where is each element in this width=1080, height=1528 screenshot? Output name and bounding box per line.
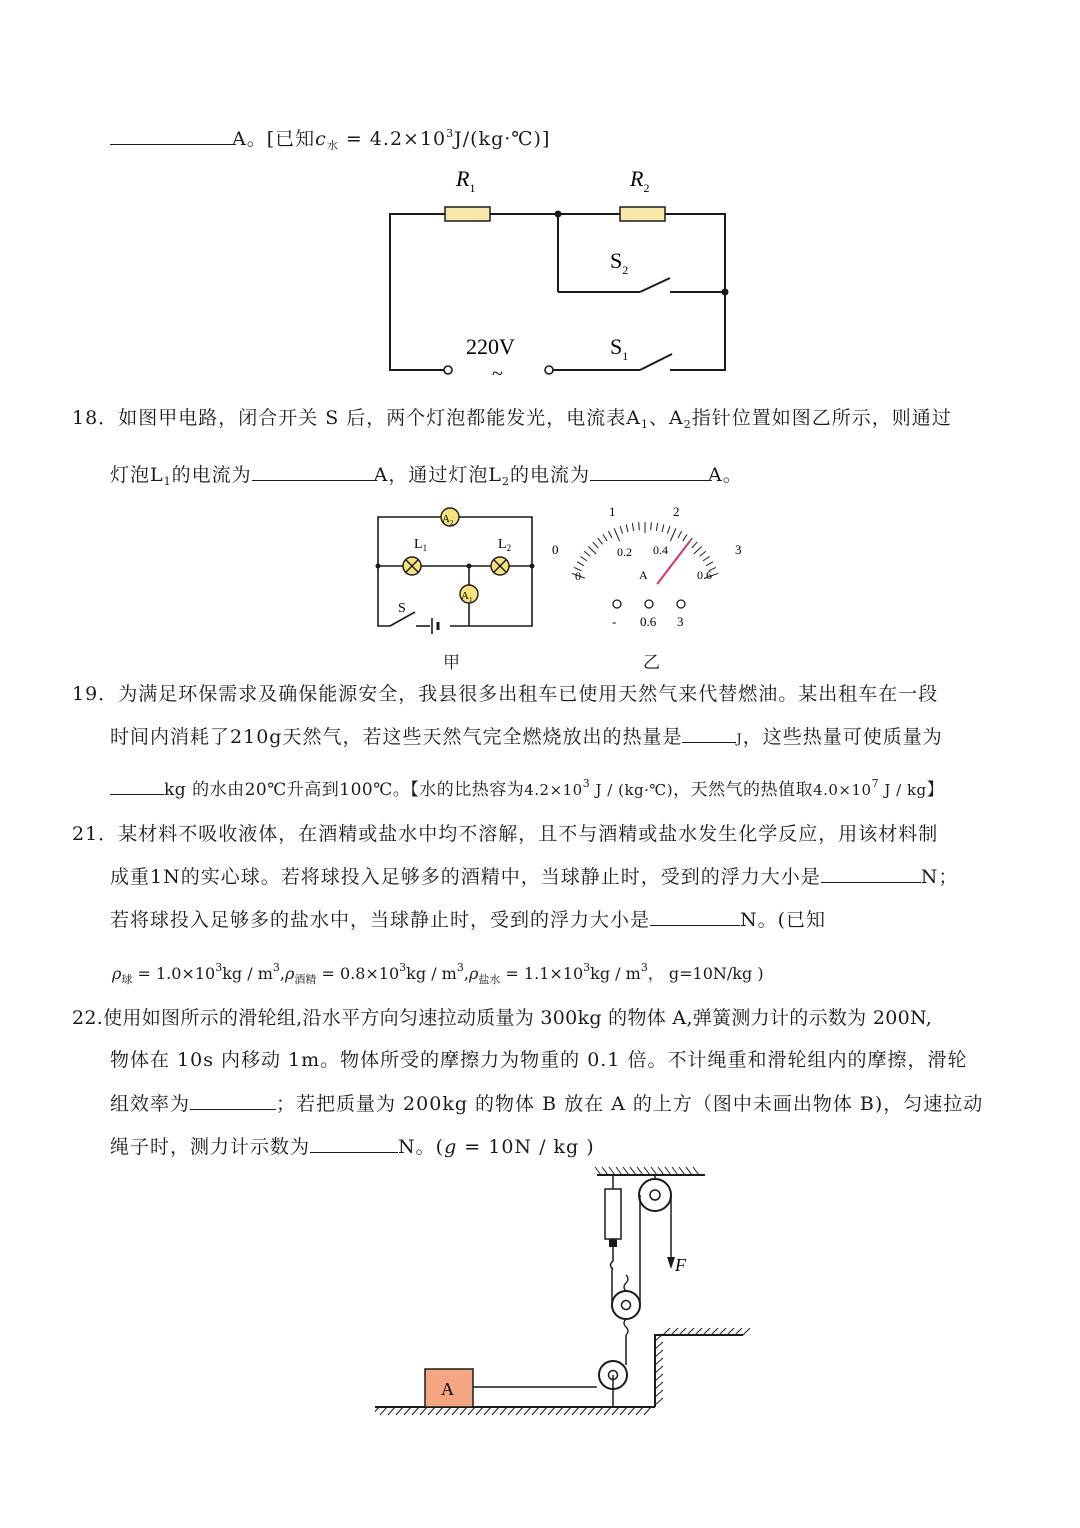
q22-line-1: 22.使用如图所示的滑轮组,沿水平方向匀速拉动质量为 300kg 的物体 A,弹簧测力计的示数为 200N, <box>72 1007 933 1029</box>
hatch-mark <box>695 1328 702 1335</box>
label-r2: $R_2$ <box>630 166 650 195</box>
force-arrow <box>667 1257 675 1269</box>
lamp-l1 <box>403 557 421 575</box>
step-wall <box>655 1335 743 1407</box>
q22-answer-blank-force[interactable] <box>310 1134 398 1153</box>
q22-line-2: 物体在 10s 内移动 1m。物体所受的摩擦力为物重的 0.1 倍。不计绳重和滑轮组内的摩擦，滑轮 <box>110 1049 968 1071</box>
label-s2: $S_2$ <box>610 248 629 277</box>
resistor-r2 <box>620 207 665 221</box>
q21-line-1: 21．某材料不吸收液体，在酒精或盐水中均不溶解，且不与酒精或盐水发生化学反应，用该材料制 <box>72 823 939 845</box>
dial-tick <box>620 526 623 534</box>
q22-line-4: 绳子时，测力计示数为 N。(g = 10N / kg ) <box>110 1136 595 1158</box>
circuit-diagram-jia <box>370 500 540 638</box>
dial-tick <box>694 546 702 554</box>
hatch-mark <box>508 1407 515 1415</box>
hatch-mark <box>672 1167 678 1175</box>
q18-line-2: 灯泡$L_1$的电流为 A，通过灯泡$L_2$的电流为 A。 <box>110 464 743 488</box>
terminal-right <box>545 366 553 374</box>
hatch-mark <box>743 1328 750 1335</box>
q19-answer-blank-heat[interactable] <box>682 724 736 743</box>
dial-tick <box>593 542 598 548</box>
hatch-mark <box>644 1407 651 1415</box>
hatch-mark <box>604 1407 611 1415</box>
label-source-voltage: 220V <box>466 334 515 359</box>
dial-tick <box>608 531 612 538</box>
terminal-negative[interactable] <box>613 600 621 608</box>
junction-node <box>530 564 535 569</box>
hatch-mark <box>588 1407 595 1415</box>
hatch-mark <box>492 1407 499 1415</box>
hatch-mark <box>380 1407 387 1415</box>
dial-tick <box>651 522 652 530</box>
dial-tick <box>632 523 633 531</box>
hatch-mark <box>420 1407 427 1415</box>
q21-density-line: $\rho_球 = 1.0\times 10^3kg / m^3,\rho_{酒精} = 0.8\times 10^3kg / m^3,\rho_{盐水} = 1.1\times 10^3kg / m^3$， g=10N/kg ) <box>112 961 764 986</box>
dial-tick <box>683 534 687 541</box>
dial-unit-label: A <box>639 568 648 582</box>
hatch-mark <box>727 1328 734 1335</box>
dial-top-tick-3: 3 <box>735 542 742 557</box>
q21-line-2: 成重1N的实心球。若将球投入足够多的酒精中，当球静止时，受到的浮力大小是 N； <box>110 866 959 888</box>
q19-line-2: 时间内消耗了210g天然气，若这些天然气完全燃烧放出的热量是 J，这些热量可使质量为 <box>110 726 943 748</box>
hatch-mark <box>476 1407 483 1415</box>
hatch-mark <box>655 1342 663 1349</box>
dial-tick <box>700 551 706 556</box>
dial-tick <box>662 524 664 532</box>
hatch-mark <box>655 1374 663 1381</box>
label-r1: $R_1$ <box>456 166 476 195</box>
hatch-mark <box>540 1407 547 1415</box>
dial-tick <box>706 562 713 566</box>
dial-tick <box>703 556 710 560</box>
hatch-mark <box>500 1407 507 1415</box>
hatch-mark <box>637 1167 643 1175</box>
label-l1: $L_1$ <box>414 537 428 553</box>
resistor-r1 <box>445 207 490 221</box>
terminal-left <box>444 366 452 374</box>
dial-tick <box>580 556 587 560</box>
dial-bottom-tick-0: 0 <box>575 569 581 583</box>
hatch-mark <box>655 1398 663 1405</box>
q21-line-3: 若将球投入足够多的盐水中，当球静止时，受到的浮力大小是 N。(已知 <box>110 909 827 931</box>
hatch-mark <box>655 1366 663 1373</box>
q21-answer-blank-alcohol[interactable] <box>821 864 921 883</box>
hatch-mark <box>711 1328 718 1335</box>
hatch-mark <box>595 1167 601 1175</box>
hatch-mark <box>735 1328 742 1335</box>
dial-tick <box>678 531 682 538</box>
q19-answer-blank-mass[interactable] <box>110 776 164 795</box>
hatch-mark <box>596 1407 603 1415</box>
label-ac-symbol: ~ <box>492 363 503 385</box>
hatch-mark <box>436 1407 443 1415</box>
hatch-mark <box>484 1407 491 1415</box>
label-l2: $L_2$ <box>498 537 512 553</box>
block-a-label: A <box>441 1379 454 1399</box>
hatch-mark <box>556 1407 563 1415</box>
hatch-mark <box>644 1167 650 1175</box>
spring-balance <box>605 1189 621 1239</box>
terminal-label-3: 3 <box>677 614 684 629</box>
q19-line-1: 19．为满足环保需求及确保能源安全，我县很多出租车已使用天然气来代替燃油。某出租车在一段 <box>72 683 939 705</box>
terminal-3[interactable] <box>677 600 685 608</box>
dial-top-tick-2: 2 <box>673 504 680 519</box>
dial-tick <box>588 546 596 554</box>
dial-bottom-tick-04: 0.4 <box>653 543 668 557</box>
junction-node <box>722 289 729 296</box>
ammeter-dial <box>545 500 755 635</box>
label-switch-s: S <box>398 601 406 616</box>
dial-tick <box>614 528 620 541</box>
hatch-mark <box>444 1407 451 1415</box>
hatch-mark <box>616 1167 622 1175</box>
hatch-mark <box>396 1407 403 1415</box>
hatch-mark <box>572 1407 579 1415</box>
hatch-mark <box>412 1407 419 1415</box>
hatch-mark <box>452 1407 459 1415</box>
hatch-mark <box>665 1167 671 1175</box>
dial-tick <box>603 534 607 541</box>
hatch-mark <box>609 1167 615 1175</box>
hatch-mark <box>375 1407 379 1415</box>
hatch-mark <box>655 1382 663 1389</box>
hatch-mark <box>655 1390 663 1397</box>
hatch-mark <box>693 1167 699 1175</box>
hatch-mark <box>564 1407 571 1415</box>
dial-bottom-tick-02: 0.2 <box>617 545 632 559</box>
hatch-mark <box>636 1407 643 1415</box>
dial-tick <box>598 538 603 544</box>
q19-line-3: kg 的水由20℃升高到100℃。【水的比热容为$4.2\times 10^3$ J / (kg·℃)，天然气的热值取$4.0\times 10^7$ J / kg】 <box>110 772 944 802</box>
hatch-mark <box>671 1328 678 1335</box>
pulley-system-figure <box>375 1165 755 1425</box>
hatch-mark <box>663 1328 670 1335</box>
circuit-diagram-r1-r2 <box>370 160 750 390</box>
svg-text:A2: $A_2$ <box>442 513 454 527</box>
hatch-mark <box>602 1167 608 1175</box>
hatch-mark <box>388 1407 395 1415</box>
hatch-mark <box>651 1167 657 1175</box>
svg-text:A1: $A_1$ <box>461 590 473 604</box>
hatch-mark <box>524 1407 531 1415</box>
dial-tick <box>667 526 670 534</box>
q18-answer-blank-2[interactable] <box>590 462 708 481</box>
hatch-mark <box>548 1407 555 1415</box>
hatch-mark <box>628 1407 635 1415</box>
q17-answer-line: A。[已知$c_水$ = $4.2\times 10^3J/(kg\cdot℃)$] <box>110 122 550 158</box>
hatch-mark <box>655 1350 663 1357</box>
label-s1: $S_1$ <box>610 334 629 363</box>
dial-tick <box>692 542 697 548</box>
force-label: F <box>675 1255 686 1275</box>
hatch-mark <box>612 1407 619 1415</box>
hatch-mark <box>580 1407 587 1415</box>
q18-answer-blank-1[interactable] <box>252 462 374 481</box>
hatch-mark <box>679 1167 685 1175</box>
terminal-label-negative: - <box>612 614 617 629</box>
q22-answer-blank-efficiency[interactable] <box>190 1091 276 1110</box>
dial-tick <box>670 528 676 541</box>
junction-node <box>376 564 381 569</box>
hatch-mark <box>516 1407 523 1415</box>
junction-node <box>467 564 472 569</box>
hatch-mark <box>404 1407 411 1415</box>
hatch-mark <box>703 1328 710 1335</box>
dial-top-tick-0: 0 <box>552 542 559 557</box>
terminal-0-6[interactable] <box>645 600 653 608</box>
q17-answer-blank[interactable] <box>110 126 232 145</box>
junction-node <box>555 211 562 218</box>
hatch-mark <box>623 1167 629 1175</box>
dial-bottom-tick-06: 0.6 <box>697 568 712 582</box>
terminal-label-0-6: 0.6 <box>640 614 657 629</box>
hatch-mark <box>428 1407 435 1415</box>
q21-answer-blank-salt[interactable] <box>650 907 740 926</box>
lamp-l2 <box>491 557 509 575</box>
hatch-mark <box>655 1358 663 1365</box>
dial-tick <box>626 524 628 532</box>
caption-jia: 甲 <box>443 653 460 673</box>
q18-line-1: 18．如图甲电路，闭合开关 S 后，两个灯泡都能发光，电流表$A_1$、$A_2$指针位置如图乙所示，则通过 <box>72 407 952 431</box>
dial-tick <box>639 522 640 530</box>
caption-yi: 乙 <box>643 653 660 673</box>
dial-tick <box>584 551 590 556</box>
hatch-mark <box>719 1328 726 1335</box>
hatch-mark <box>687 1328 694 1335</box>
hatch-mark <box>658 1167 664 1175</box>
dial-tick <box>577 562 584 566</box>
dial-tick <box>656 523 657 531</box>
hatch-mark <box>679 1328 686 1335</box>
q22-line-3: 组效率为 ；若把质量为 200kg 的物体 B 放在 A 的上方（图中未画出物体 B)，匀速拉动 <box>110 1093 984 1115</box>
hatch-mark <box>630 1167 636 1175</box>
dial-top-tick-1: 1 <box>609 504 616 519</box>
hatch-mark <box>460 1407 467 1415</box>
hatch-mark <box>532 1407 539 1415</box>
hatch-mark <box>620 1407 627 1415</box>
hatch-mark <box>468 1407 475 1415</box>
hatch-mark <box>686 1167 692 1175</box>
